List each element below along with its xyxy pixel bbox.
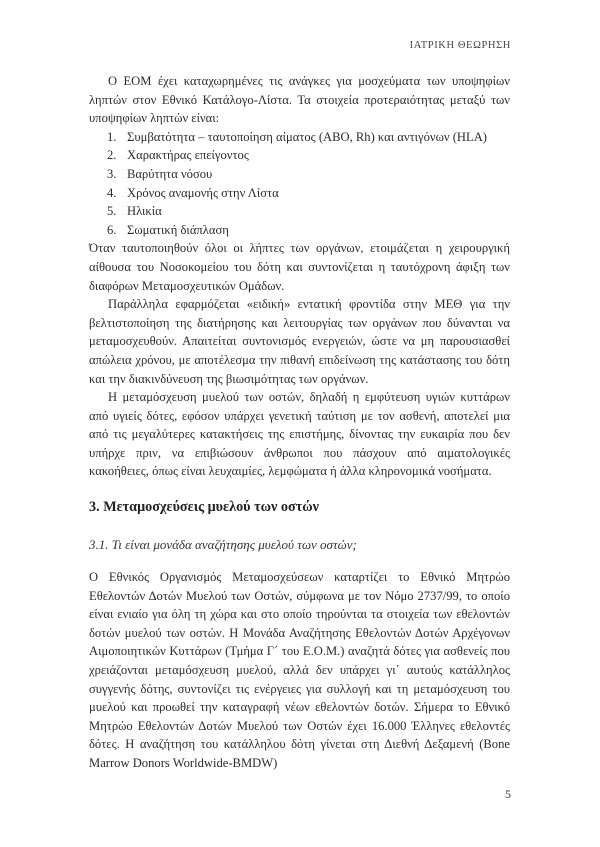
upper-body: [89, 72, 510, 481]
list-item: 4. Χρόνος αναμονής στην Λίστα: [107, 185, 279, 200]
list-item: 5. Ηλικία: [107, 204, 162, 219]
running-head: ΙΑΤΡΙΚΗ ΘΕΩΡΗΣΗ: [409, 40, 511, 51]
list-item: 2. Χαρακτήρας επείγοντος: [107, 148, 249, 163]
subsection-title: 3.1. Τι είναι μονάδα αναζήτησης μυελού των οστών;: [89, 537, 357, 552]
surgery-paragraph: Όταν ταυτοποιηθούν όλοι οι λήπτες των οργάνων, ετοιμάζεται η χειρουργική αίθουσα του Νοσοκομείου του δότη και συντονίζεται η ταυτόχρονη άφιξη των διαφόρων Μεταμοσχευτικών Ομάδων.: [89, 241, 510, 293]
section-title: 3. Μεταμοσχεύσεις μυελού των οστών: [89, 499, 319, 515]
page-number: 5: [505, 787, 511, 801]
list-item: 1. Συμβατότητα – ταυτοποίηση αίματος (ABO, Rh) και αντιγόνων (HLA): [107, 129, 488, 144]
registry-paragraph: Ο Εθνικός Οργανισμός Μεταμοσχεύσεων καταρτίζει το Εθνικό Μητρώο Εθελοντών Δοτών Μυελού των Οστών, σύμφωνα με τον Νόμο 2737/99, το οποίο είναι ενιαίο για όλη τη χώρα και στο οποίο τηρούνται τα στοιχεία των εθελοντών δοτών μυελού των οστών. Η Μονάδα Αναζήτησης Εθελοντών Δοτών Αρχέγονων Αιμοποιητικών Κυττάρων (Τμήμα Γ΄ του Ε.Ο.Μ.) αναζητά δότες για ασθενείς που χρειάζονται μεταμόσχευση μυελού, αλλά δεν υπάρχει γι΄ αυτούς κατάλληλος συγγενής δότης, συντονίζει τις ενέργειες για συλλογή και τη μεταμόσχευση του μυελού και προωθεί την καταγραφή νέων εθελοντών δοτών. Σήμερα το Εθνικό Μητρώο Εθελοντών Δοτών Μυελού των Οστών έχει 16.000 Έλληνες εθελοντές δότες. Η αναζήτηση του κατάλληλου δότη γίνεται στη Διεθνή Δεξαμενή (Bone Marrow Donors Worldwide-BMDW): [89, 570, 510, 770]
list-item: 6. Σωματική διάπλαση: [107, 222, 229, 237]
intro-paragraph: Ο ΕΟΜ έχει καταχωρημένες τις ανάγκες για μοσχεύματα των υποψηφίων ληπτών στον Εθνικό Κατάλογο-Λίστα. Τα στοιχεία προτεραιότητας μεταξύ των υποψηφίων ληπτών είναι:: [89, 74, 510, 126]
icu-paragraph: Παράλληλα εφαρμόζεται «ειδική» εντατική φροντίδα στην ΜΕΘ για την βελτιστοποίηση της διατήρησης και λειτουργίας των οργάνων που δύνανται να μεταμοσχευθούν. Απαιτείται συντονισμός ενεργειών, ώστε να μη παρουσιασθεί απώλεια χρόνου, με αποτέλεσμα την πιθανή επιδείνωση της κατάστασης του δότη και την διακινδύνευση της βιωσιμότητας των οργάνων.: [89, 297, 510, 386]
marrow-paragraph: Η μεταμόσχευση μυελού των οστών, δηλαδή η εμφύτευση υγιών κυττάρων από υγιείς δότες, εφόσον υπάρχει γενετική ταύτιση με τον ασθενή, αποτελεί μια από τις μεγαλύτερες κατακτήσεις της επιστήμης, δίνοντας την ευκαιρία που δεν υπήρχε πριν, να επιβιώσουν άνθρωποι που πάσχουν από αιματολογικές κακοήθειες, όπως είναι λευχαιμίες, λεμφώματα ή άλλα κληρονομικά νοσήματα.: [89, 390, 510, 479]
priority-list: [89, 128, 510, 240]
lower-body: [89, 568, 510, 773]
list-item: 3. Βαρύτητα νόσου: [107, 166, 213, 181]
